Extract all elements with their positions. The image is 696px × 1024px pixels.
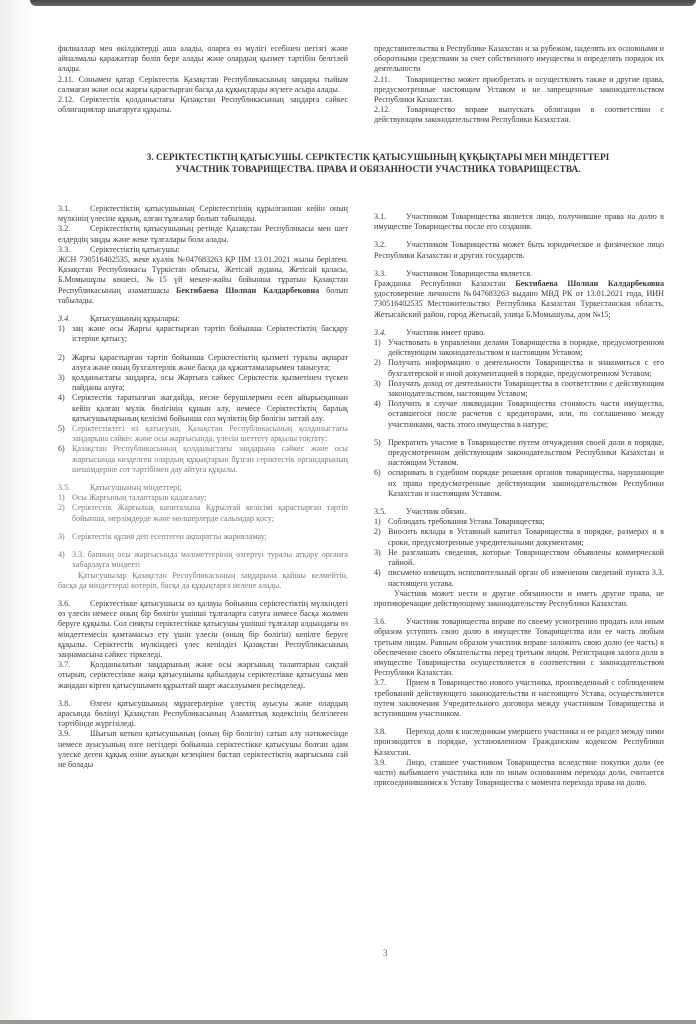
kz-column-top — [58, 44, 348, 115]
kz-clause-3-8: 3.8. Өлген қатысушының мұрагерлеріне үлестің ауысуы және олардың арасында бөлінуі Қазақстан Республикасының Азаматтық кодексінің белгілеген тәртібінде жүргізіледі. — [58, 698, 348, 729]
document-page — [58, 0, 668, 1024]
kz-clause-3-6: 3.6. Серіктестікке қатысушысы өз қалауы бойынша серіктестіктің мүлкіндегі өз үлесін немесе оның бір бөлігін үшінші тұлғаларға сатуға немесе басқа жолмен беруге құқылы. Сол сияқты серіктестікке қатысушы үшінші тұлғалар алдындағы өз міндеттемесін қамтамасыз ету үшін үлесін (оның бір бөлігін) кепілге беруге құқылы. Серіктестік мүлкіндегі үлес кепілдігі Қазақстан Республикасының заңнамасына сәйкес тіркеледі. — [58, 598, 348, 659]
kz-clause-2-11: 2.11. Сонымен қатар Серіктестік Қазақстан Республикасының заңдары тыйым салмаған және осы жарғы қарастырған басқа да құқықтарды жүзеге асыра алады. — [58, 74, 348, 94]
kz-clause-3-4-head: 3.4. Қатысушының құқылары: — [58, 314, 180, 324]
ru-clause-3-3-body: Гражданка Республики Казахстан Бектибаева Шолпан Калдарбековна удостоверение личности №047683263 выдано МВД РК от 13.01.2021 года, ИИН 730516402535 Местожительство: Республика Казахстан Туркестанская область, Жетысайский район, город Жетысай, улица Б.Момышулы, дом №15; — [374, 279, 664, 319]
list-item: 1) Участвовать в управлении делами Товарищества в порядке, предусмотренном действующим законодательством и настоящим Уставом; — [374, 338, 664, 358]
page-number: 3 — [383, 948, 388, 958]
list-item: 3) Не разглашать сведения, которые Товариществом объявлены коммерческой тайной. — [374, 547, 664, 568]
list-item: 3) Серіктестік құпия деп есептеген ақпаратты жарияламау; — [58, 531, 267, 541]
list-item: 3) Получать доход от деятельности Товарищества в соответствии с действующим законодательством, настоящим Уставом; — [374, 378, 664, 399]
section-heading-kz: 3. СЕРІКТЕСТІКТІҢ ҚАТЫСУШЫ. СЕРІКТЕСТІК ҚАТЫСУШЫНЫҢ ҚҰҚЫҚТАРЫ МЕН МІНДЕТТЕРІ — [146, 153, 610, 163]
list-item: 1) заң және осы Жарғы қарастырған тәртіп бойынша Серіктестіктің басқару істеріне қатысу; — [58, 324, 348, 344]
list-item: 6) оспаривать в судебном порядке решения органов товарищества, нарушающие их права предусмотренные действующим законодательством Республики Казахстан и настоящим Уставом. — [374, 468, 664, 498]
ru-clause-3-8: 3.8. Переход доли к наследникам умершего участника и ее раздел между ними производится в порядке, установленном Гражданским кодексом Республики Казахстан. — [374, 727, 664, 757]
list-item: 6) Қазақстан Республикасының қолданыстағы заңдарына сәйкес және осы жарғысында көзделген олардың құқықтарын бұзған серіктестік органдарының шешімдеріне сот тәртібімен дау айтуға құқылы. — [58, 444, 348, 474]
kz-clause-2-12: 2.12. Серіктестік қолданыстағы Қазақстан Республикасының заңдарға сәйкес облигациялар шығаруға құқылы. — [58, 95, 348, 115]
section-heading — [98, 152, 658, 176]
list-item: 2) Получать информацию о деятельности Товарищества и знакомиться с его бухгалтерской и иной документацией в порядке, предусмотренном Уставом; — [374, 358, 664, 378]
ru-column-top — [374, 44, 664, 126]
kz-clause-3-3-body: ЖСН 730516402535, жеке куәлік №047683263 ҚР ІІМ 13.01.2021 жылы берілген. Қазақстан Республикасы Түркістан облысы, Жетісай ауданы, Жетісай қаласы, Б.Момышұлы көшесі, №15 үй мекен-жайы бойынша тұратын Қазақстан Республикасының азаматшасы Бектибаева Шолпан Калдарбековна болып табылады. — [58, 255, 348, 305]
section-heading-ru: УЧАСТНИК ТОВАРИЩЕСТВА. ПРАВА И ОБЯЗАННОСТИ УЧАСТНИКА ТОВАРИЩЕСТВА. — [175, 165, 581, 175]
kz-clause-3-9: 3.9. Шығып кеткен қатысушының (оның бір бөлігін) сатып алу нәтижесінде немесе ауысуының өзге негіздері бойынша серіктестікке қатысушы болған адам үлеске деген құқық өзіне ауысқан кезеңінен бастап серіктестіктің жарғысына сай не болады — [58, 729, 348, 769]
list-item: 5) Прекратить участие в Товариществе путем отчуждения своей доли в порядке, предусмотренном действующим законодательством Республики Казахстан и настоящим Уставом. — [374, 437, 664, 468]
ru-column-body — [374, 212, 664, 788]
list-item: 5) Серіктестіктегі өз қатысуын, Қазақстан Республикасының қолданыстағы заңдарына сәйкес және осы жарғысында, үлесін шеттету арқылы тоқтату; — [58, 424, 348, 444]
ru-participant-name: Бектибаева Шолпан Калдарбековна — [515, 279, 664, 289]
list-item: 2) Жарғы қарастырған тәртіп бойынша Серіктестіктің қызметі туралы ақпарат алуға және оның бухгалтерлік және басқа да құжаттамаларымен танысуға; — [58, 352, 348, 372]
list-item: 4) письмено извещать исполнительный орган об изменении сведений пункта 3.3. настоящего устава. — [374, 568, 664, 588]
ru-clause-3-6: 3.6. Участник товарищества вправе по своему усмотрению продать или иным образом уступить свою долю в имуществе Товарищества или ее часть любым третьим лицам. Равным образом участник вправе заложить свою долю (ее часть) в обеспечение своего обязательства перед третьим лицом. Регистрация залога доли в имуществе Товарищества осуществляется в соответствии с законодательством Республики Казахстан. — [374, 617, 664, 678]
kz-clause-3-7: 3.7. Қолданылатын заңдарының және осы жарғының талаптарын сақтай отырып, серіктестікке жаңа қатысушыны қабылдауы серіктестікке қатысушы мен жаңадан кірген қатысушымен құрылтай шарт жасалуымен ресімделеді. — [58, 660, 348, 690]
kz-rights-list — [58, 324, 348, 475]
ru-clause-3-2: 3.2. Участником Товарищества может быть юридическое и физическое лицо Республики Казахстан и других государств. — [374, 240, 664, 260]
ru-clause-3-9: 3.9. Лицо, ставшее участником Товарищества вследствие покупки доли (ее части) выбывшего участника или по иным основаниям перехода доли, считается присоединившимся к Уставу Товарищества с момента перехода права на долю. — [374, 757, 664, 788]
ru-rights-list — [374, 338, 664, 499]
ru-clause-3-1: 3.1. Участником Товарищества является лицо, получившие права на долю в имуществе Товарищества после его создания. — [374, 212, 664, 232]
kz-clause-3-3-head: 3.3. Серіктестіктің қатысушы: — [58, 244, 180, 254]
kz-clause-3-5-head: 3.5. Қатысушының міндеттері; — [58, 483, 182, 493]
kz-clause-3-5-tail: Қатысушылар Қазақстан Республикасының заңдарына қайшы келмейтін, басқа да міндеттерді көтеріп, басқа да құқықтарға иеленe алады. — [58, 570, 348, 590]
ru-clause-2-11: 2.11. Товарищество может приобретать и осуществлять также и другие права, предусмотренные настоящим Уставом и не запрещенные законодательством Республики Казахстан. — [374, 74, 664, 105]
list-item: 2) Вносить вклады в Уставный капитал Товарищества в порядке, размерах и в сроки, предусмотренные учредительными документами; — [374, 527, 664, 547]
kz-clause-3-1: 3.1. Серіктестіктің қатысушының Серіктестігінің құрылғаннан кейін оның мүлкінің үлесіне құқық, алған тұлғалар болып табылады. — [58, 204, 348, 224]
ru-intro: представительства в Республике Казахстан и за рубежом, наделять их основными и оборотными средствами за счет собственного имущества и определять порядок их деятельности — [374, 44, 664, 74]
list-item: 1) Соблюдать требования Устава Товарищества; — [374, 517, 545, 527]
ru-clause-3-3-head: 3.3. Участником Товарищества является. — [374, 268, 533, 278]
list-item: 1) Осы Жарғының талаптарын қадағалау; — [58, 493, 207, 503]
kz-participant-name: Бектибаева Шолпан Калдарбековна — [176, 285, 320, 295]
kz-intro: филиаллар мен өкілдіктерді аша алады, оларға өз мүлігі есебінен негізгі және айналмалы қаражаттар бөліп бере алады және олардың қызмет тәртібін белгілей алады. — [58, 44, 348, 74]
kz-clause-3-2: 3.2. Серіктестіктің қатысушының ретінде Қазақстан Республикасы мен шет елдердің заңды және жеке тұлғалары бола алады. — [58, 224, 348, 244]
ru-duties-list — [374, 517, 664, 588]
scan-bottom-edge — [0, 1020, 696, 1024]
list-item: 3) қолданыстағы заңдарға, осы Жарғыға сәйкес Серіктестік қызметінен түскен пайданы алуға; — [58, 373, 348, 393]
kz-duties-list — [58, 493, 348, 570]
ru-clause-3-7: 3.7. Прием в Товарищество нового участника, произведенный с соблюдением требований действующего законодательства и настоящего Устава, осуществляется путем заключения Учредительного договора между участником Товарищества и вступившим участником. — [374, 678, 664, 718]
list-item: 4) 3.3. бапның осы жарғысында мәліметтерінің өзгертуі туралы атқару органға хабарлауға міндетті — [58, 550, 348, 570]
ru-clause-3-5-head: 3.5. Участник обязан. — [374, 507, 466, 517]
list-item: 2) Серіктестік Жарғылық капиталына Құрылтай келісімі қарастырған тәртіп бойынша, мерзімдерде және мөлшерлерде салымдар қосу; — [58, 503, 348, 523]
kz-column-body — [58, 204, 348, 770]
ru-clause-3-5-tail: Участник может нести и другие обязанности и иметь другие права, не противоречащие действующему законодательству Республики Казахстан. — [374, 588, 664, 608]
ru-clause-2-12: 2.12. Товарищество вправе выпускать облигации в соответствии с действующим законодательством Республики Казахстан. — [374, 105, 664, 125]
scan-edge-shadow — [0, 0, 34, 1024]
ru-clause-3-4-head: 3.4. Участник имеет право. — [374, 327, 486, 337]
list-item: 4) Серіктестік таратылған жағдайда, несие берушілермен есеп айырысқаннан кейін қалған мүлік бөлігінің құнын алу, немесе Серіктестіктің барлық қатысушыларының келісімі бойынша сол мүліктің бір бөлігін заттай алу. — [58, 393, 348, 423]
list-item: 4) Получить в случае ликвидации Товарищества стоимость части имущества, оставшегося после расчетов с кредиторами, или, по соглашению между участниками, часть этого имущества в натуре; — [374, 399, 664, 429]
